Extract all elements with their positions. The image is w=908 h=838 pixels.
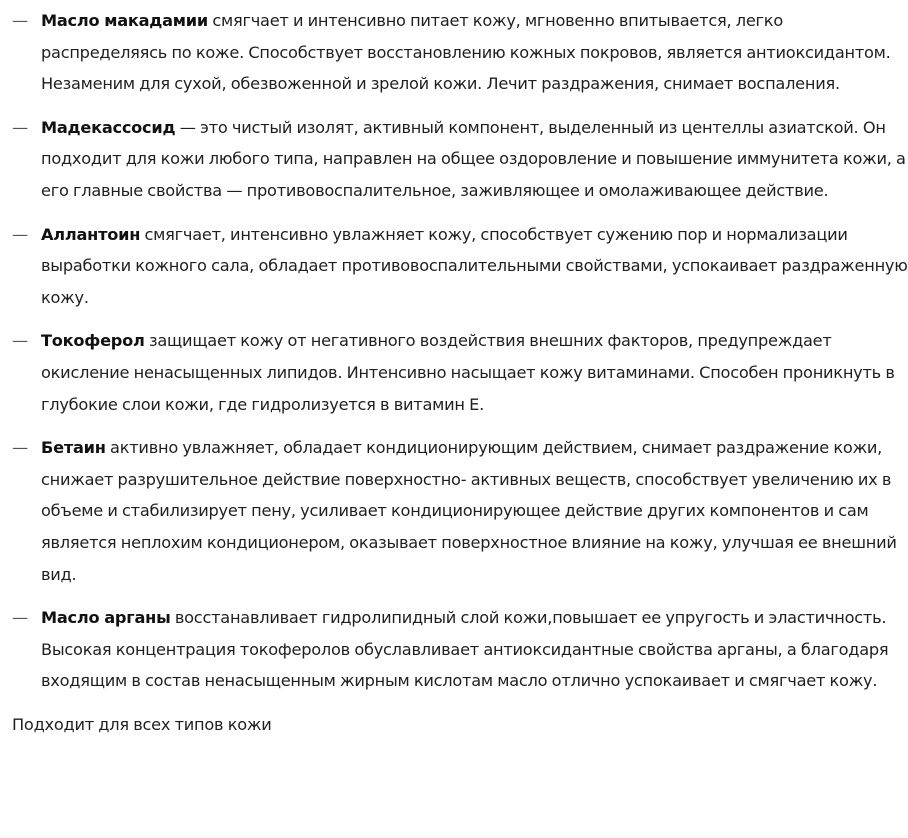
ingredient-description: восстанавливает гидролипидный слой кожи,повышает ее упругость и эластичность. Высокая концентрация токоферолов обуславливает антиоксидантные свойства арганы, а благодаря входящим в состав ненасыщенным жирным кислотам масло отлично успокаивает и смягчает кожу. (41, 608, 889, 691)
ingredient-item-tocopherol (12, 325, 908, 420)
ingredient-name: Бетаин (41, 438, 106, 458)
ingredient-name: Мадекассосид (41, 117, 176, 137)
ingredient-item-macadamia-oil (12, 5, 908, 100)
list-dash-marker: — (12, 331, 28, 351)
ingredient-item-madecassoside (12, 112, 908, 207)
ingredient-item-argan-oil (12, 602, 908, 697)
list-dash-marker: — (12, 11, 28, 30)
list-dash-marker: — (12, 438, 28, 458)
ingredient-description: активно увлажняет, обладает кондиционирующим действием, снимает раздражение кожи, снижает разрушительное действие поверхностно- активных веществ, способствует увеличению их в объеме и стабилизирует пену, усиливает кондиционирующее действие других компонентов и сам является неплохим кондиционером, оказывает поверхностное влияние на кожу, улучшая ее внешний вид. (41, 438, 897, 584)
list-dash-marker: — (12, 224, 28, 244)
ingredient-name: Масло арганы (41, 608, 171, 628)
ingredient-description: смягчает, интенсивно увлажняет кожу, способствует сужению пор и нормализации выработки кожного сала, обладает противовоспалительными свойствами, успокаивает раздраженную кожу. (41, 224, 908, 307)
list-dash-marker: — (12, 117, 28, 137)
ingredient-name: Масло макадамии (41, 11, 208, 30)
ingredient-description: защищает кожу от негативного воздействия внешних факторов, предупреждает окисление ненасыщенных липидов. Интенсивно насыщает кожу витаминами. Способен проникнуть в глубокие слои кожи, где гидролизуется в витамин Е. (41, 331, 895, 414)
ingredient-list (12, 5, 908, 697)
list-dash-marker: — (12, 608, 28, 628)
skin-type-note: Подходит для всех типов кожи (12, 714, 272, 734)
ingredient-description: — это чистый изолят, активный компонент, выделенный из центеллы азиатской. Он подходит для кожи любого типа, направлен на общее оздоровление и повышение иммунитета кожи, а его главные свойства — противовоспалительное, заживляющее и омолаживающее действие. (41, 117, 906, 200)
ingredient-name: Токоферол (41, 331, 145, 351)
ingredient-name: Аллантоин (41, 224, 141, 244)
ingredient-item-betaine (12, 432, 908, 590)
ingredient-item-allantoin (12, 219, 908, 314)
ingredient-description: смягчает и интенсивно питает кожу, мгновенно впитывается, легко распределяясь по коже. Способствует восстановлению кожных покровов, является антиоксидантом. Незаменим для сухой, обезвоженной и зрелой кожи. Лечит раздражения, снимает воспаления. (41, 11, 891, 94)
